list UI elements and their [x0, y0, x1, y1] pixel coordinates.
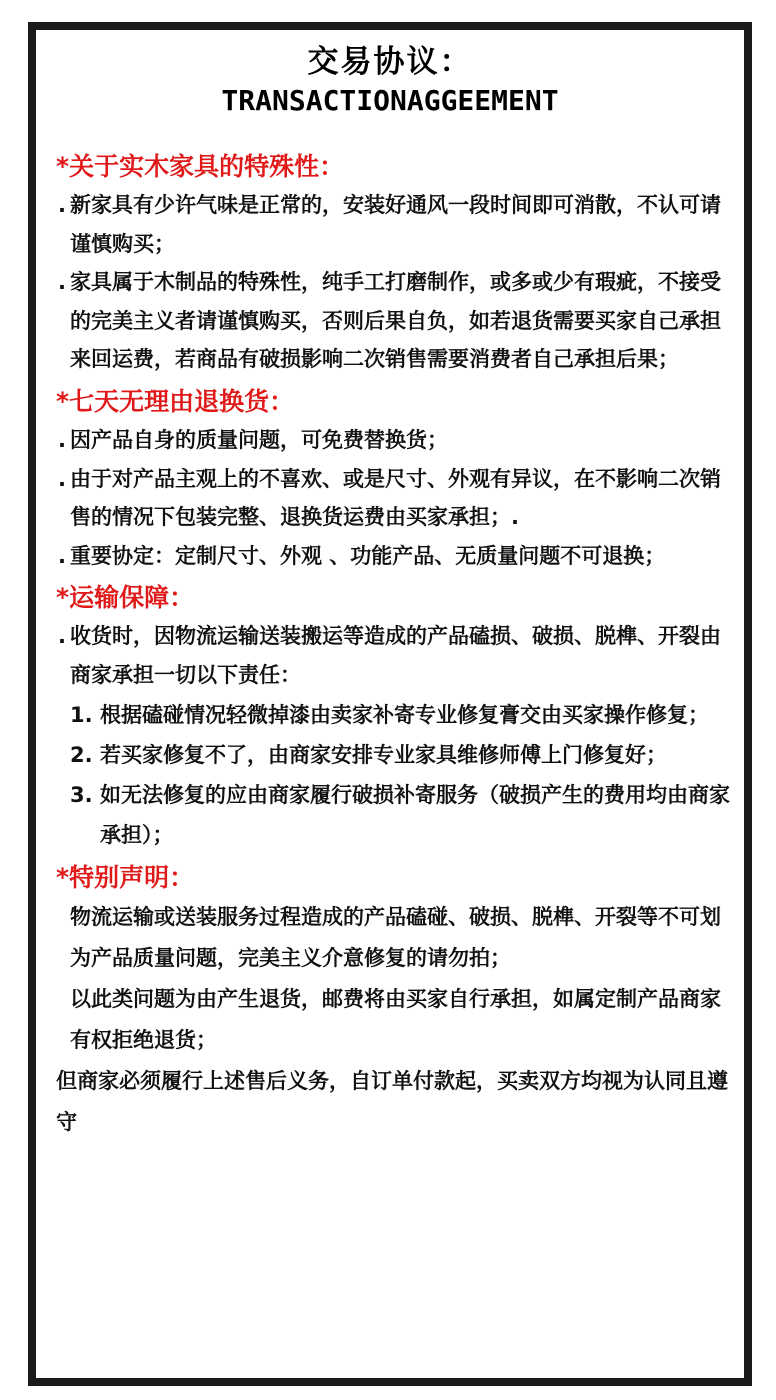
list-item: . 收货时，因物流运输送装搬运等造成的产品磕损、破损、脱榫、开裂由商家承担一切以下责任： — [58, 624, 721, 687]
agreement-content — [56, 144, 736, 1143]
statement-paragraph: 但商家必须履行上述售后义务，自订单付款起，买卖双方均视为认同且遵守 — [56, 1068, 728, 1134]
numbered-item: 2. 若买家修复不了，由商家安排专业家具维修师傅上门修复好； — [70, 742, 667, 767]
numbered-item: 3. 如无法修复的应由商家履行破损补寄服务（破损产生的费用均由商家承担）； — [70, 782, 730, 847]
list-item: . 重要协定：定制尺寸、外观 、功能产品、无质量问题不可退换； — [58, 543, 666, 568]
section-heading-shipping: *运输保障： — [56, 583, 195, 613]
list-item: . 家具属于木制品的特殊性，纯手工打磨制作，或多或少有瑕疵，不接受的完美主义者请谨慎购买，否则后果自负，如若退货需要买家自己承担来回运费，若商品有破损影响二次销售需要消费者自己承担后果； — [58, 270, 721, 372]
section-heading-special-statement: *特别声明： — [56, 862, 195, 892]
list-item: . 因产品自身的质量问题，可免费替换货； — [58, 427, 448, 452]
document-frame — [28, 22, 752, 1386]
numbered-item: 1. 根据磕碰情况轻微掉漆由卖家补寄专业修复膏交由买家操作修复； — [70, 702, 709, 727]
section-heading-returns: *七天无理由退换货： — [56, 386, 295, 416]
section-heading-special-nature: *关于实木家具的特殊性： — [56, 152, 345, 181]
statement-paragraph: 物流运输或送装服务过程造成的产品磕碰、破损、脱榫、开裂等不可划为产品质量问题，完美主义介意修复的请勿拍； — [70, 904, 721, 970]
page-subtitle: TRANSACTIONAGGEEMENT — [221, 84, 559, 117]
list-item: . 新家具有少许气味是正常的，安装好通风一段时间即可消散，不认可请谨慎购买； — [58, 193, 721, 256]
statement-paragraph: 以此类问题为由产生退货，邮费将由买家自行承担，如属定制产品商家有权拒绝退货； — [70, 986, 721, 1052]
list-item: . 由于对产品主观上的不喜欢、或是尺寸、外观有异议，在不影响二次销售的情况下包装完整、退换货运费由买家承担；. — [58, 466, 721, 530]
page-title: 交易协议： — [307, 44, 473, 80]
